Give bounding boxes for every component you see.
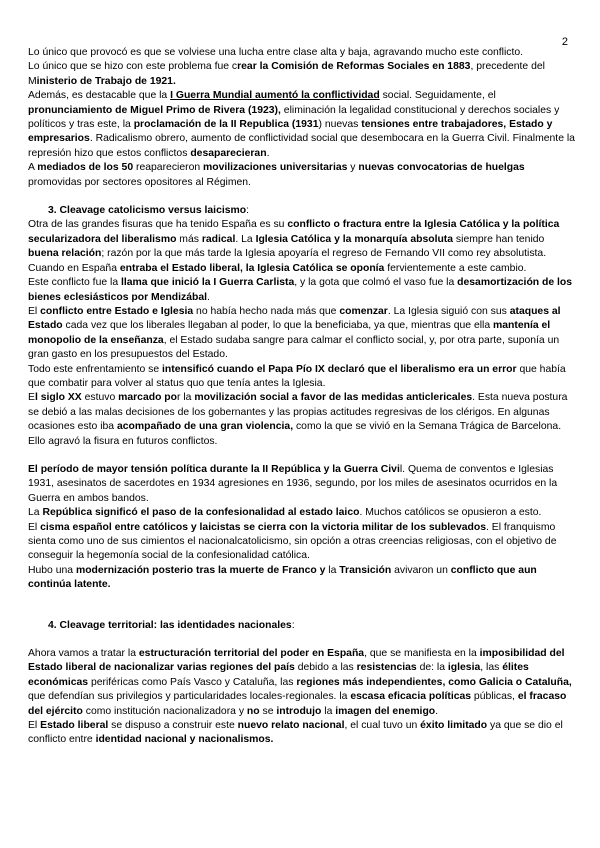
text-run: . — [207, 291, 210, 303]
text-run: fervientemente a este cambio. — [384, 262, 527, 274]
text-run: Además, es destacable que la — [28, 90, 171, 102]
text-run: Hubo una — [28, 564, 76, 576]
bold-run: identidad nacional y nacionalismos. — [95, 734, 274, 746]
text-run: y — [347, 162, 359, 174]
bold-run: pronunciamiento de Miguel Primo de Rivera (1923), — [28, 104, 281, 116]
section-heading-text: 4. Cleavage territorial: las identidades nacionales — [48, 619, 292, 631]
text-run: , las — [480, 662, 503, 674]
paragraph — [28, 647, 576, 719]
section-heading-text: 3. Cleavage catolicismo versus laicismo — [48, 205, 247, 217]
text-run: . Muchos católicos se opusieron a esto. — [359, 507, 542, 519]
text-run: que había que combatir para volver al status quo que tenía antes la Iglesia. — [28, 363, 566, 389]
bold-underlined-run: I Guerra Mundial aumentó la conflictividad — [170, 90, 380, 102]
section-heading — [28, 204, 576, 218]
text-run: A — [28, 162, 38, 174]
intro-block — [28, 46, 576, 190]
bold-run: mantenía el monopolio de la enseñanza — [28, 320, 551, 346]
bold-run: iglesia — [447, 662, 481, 674]
text-run: eliminación la legalidad constitucional y derechos sociales y políticos y tras este, la — [28, 104, 560, 131]
text-run: de: la — [416, 662, 448, 674]
text-run: , el Estado sudaba sangre para calmar el conflicto social, y, por otra parte, suponía un gran gasto en los presupuestos del Estado. — [28, 334, 560, 361]
bold-run: cisma español entre católicos y laicistas se cierra con la victoria militar de los sublevados — [40, 521, 486, 533]
bold-run: l siglo XX — [34, 392, 82, 404]
paragraph — [28, 719, 576, 748]
text-run: . — [266, 147, 270, 159]
text-run: como institución nacionalizadora y — [82, 705, 247, 717]
bold-run: inisterio de Trabajo de 1921. — [36, 75, 176, 87]
text-run: se — [259, 705, 277, 717]
text-run: ) nuevas — [318, 119, 362, 131]
text-run: promovidas por sectores opositores al Régimen. — [28, 176, 251, 188]
document-body — [28, 46, 576, 748]
paragraph — [28, 218, 576, 276]
bold-run: conflicto o fractura entre la Iglesia Católica y la política secularizadora del liberalismo — [28, 219, 560, 245]
text-run: como la que se vivió en la Semana Trágica de Barcelona. Ello agravó la fisura en futuros conflictos. — [28, 421, 562, 447]
text-run: periféricas como País Vasco y Cataluña, las — [88, 676, 297, 688]
text-run: . Esta nueva postura se debió a las malas decisiones de los gobernantes y las propias actitudes regresivas de los clérigos. En algunas ocasiones esto iba — [28, 392, 568, 433]
paragraph — [28, 60, 576, 89]
paragraph — [28, 305, 576, 363]
bold-run: Iglesia Católica y la monarquía absoluta — [255, 233, 454, 245]
text-run: Lo único que provocó es que se volviese una lucha entre clase alta y baja, agravando mucho este conflicto. — [28, 47, 524, 58]
paragraph — [28, 564, 576, 593]
bold-run: Transición — [339, 564, 392, 576]
paragraph — [28, 506, 576, 520]
text-run: cada vez que los liberales llegaban al poder, lo que la beneficiaba, ya que, mientras que ella — [62, 320, 493, 332]
text-run: la — [321, 705, 336, 717]
paragraph — [28, 276, 576, 305]
text-run: , el cual tuvo un — [344, 720, 421, 732]
section-4 — [28, 619, 576, 748]
text-run: El — [28, 305, 41, 317]
bold-run: no — [246, 705, 260, 717]
section-3-continued — [28, 463, 576, 593]
text-run: Este conflicto fue la — [28, 277, 121, 289]
bold-run: desamortización de los bienes eclesiásticos por Mendizábal — [28, 277, 573, 303]
bold-run: introdujo — [276, 705, 322, 717]
bold-run: modernización posterio tras la muerte de Franco y — [75, 564, 326, 576]
bold-run: regiones más independientes, como Galicia o Cataluña, — [296, 676, 572, 688]
bold-run: buena relación — [28, 248, 102, 260]
bold-run: resistencias — [356, 662, 417, 674]
bold-run: rear la Comisión de Reformas Sociales en 1883 — [237, 61, 471, 73]
bold-run: nuevas convocatorias de huelgas — [358, 162, 525, 174]
text-run: . Radicalismo obrero, aumento de conflictividad social que desembocara en la Guerra Civil. Finalmente la represión hizo que estos conflictos — [28, 133, 575, 159]
text-run: ya que se dio el conflicto entre — [28, 720, 563, 746]
paragraph — [28, 161, 576, 190]
bold-run: marcado po — [118, 392, 178, 404]
paragraph — [28, 391, 576, 449]
text-run: Ahora vamos a tratar la — [28, 648, 139, 660]
bold-run: El período de mayor tensión política durante la II República y la Guerra Civi — [28, 463, 400, 475]
text-run: La — [28, 507, 43, 519]
bold-run: radical — [201, 233, 236, 245]
text-run: siempre han tenido — [453, 233, 545, 245]
text-run: , que se manifiesta en la — [364, 648, 480, 660]
bold-run: República significó el paso de la confesionalidad al estado laico — [42, 507, 360, 519]
text-run: . — [435, 705, 439, 717]
text-run: social. Seguidamente, el — [379, 90, 496, 102]
bold-run: tensiones entre trabajadores, Estado y empresarios — [28, 119, 553, 145]
paragraph — [28, 89, 576, 161]
text-run: , y la gota que colmó el vaso fue la — [294, 277, 458, 289]
text-run: El — [28, 521, 41, 533]
bold-run: intensificó cuando el Papa Pío IX declaró que el liberalismo era un error — [162, 363, 517, 375]
section-heading — [28, 619, 576, 633]
text-run: avivaron un — [391, 564, 451, 576]
text-run: Otra de las grandes fisuras que ha tenido España es su — [28, 219, 288, 231]
bold-run: llama que inició la I Guerra Carlista — [121, 277, 295, 289]
bold-run: imposibilidad del Estado liberal de nacionalizar varias regiones del país — [28, 648, 565, 674]
text-run: debido a las — [294, 662, 357, 674]
bold-run: comenzar — [339, 305, 388, 317]
text-run: E — [28, 392, 35, 404]
bold-run: acompañado de una gran violencia, — [116, 421, 294, 433]
text-run: . La — [235, 233, 256, 245]
text-run: El — [28, 720, 41, 732]
bold-run: mediados de los 50 — [37, 162, 134, 174]
bold-run: el fracaso del ejército — [28, 691, 567, 717]
bold-run: movilizaciones universitarias — [203, 162, 348, 174]
text-run: r la — [177, 392, 195, 404]
text-run: l. Quema de conventos e Iglesias 1931, asesinatos de sacerdotes en 1934 agresiones en 1936, segundo, por los miles de asesinatos ocurridos en la Guerra en ambos bandos. — [28, 463, 558, 504]
text-run: se dispuso a construir este — [108, 720, 238, 732]
text-run: ; razón por la que más tarde la Iglesia apoyaría el regreso de Fernando VII como rey absolutista. Cuando en España — [28, 248, 547, 274]
bold-run: proclamación de la II Republica (1931 — [133, 119, 319, 131]
text-run: . El franquismo sienta como uno de sus cimientos el nacionalcatolicismo, sin opción a otras creencias religiosas, con el objetivo de conseguir la hegemonía social de la confesionalidad católica. — [28, 521, 557, 562]
paragraph — [28, 521, 576, 564]
bold-run: conflicto que aun continúa latente. — [28, 564, 537, 591]
bold-run: estructuración territorial del poder en España — [138, 648, 365, 660]
bold-run: movilización social a favor de las medidas anticlericales — [194, 392, 473, 404]
bold-run: élites económicas — [28, 662, 529, 688]
page-number: 2 — [561, 36, 568, 48]
bold-run: nuevo relato nacional — [237, 720, 345, 732]
text-run: que defendían sus privilegios y particularidades locales-regionales. la — [28, 691, 351, 703]
bold-run: ataques al Estado — [28, 305, 561, 332]
bold-run: entraba el Estado liberal, la Iglesia Católica se oponía — [119, 262, 385, 274]
paragraph — [28, 363, 576, 392]
text-run: estuvo — [81, 392, 119, 404]
section-heading-suffix: : — [246, 205, 249, 217]
bold-run: escasa eficacia políticas — [350, 691, 472, 703]
paragraph — [28, 46, 576, 60]
bold-run: desaparecieran — [190, 147, 267, 159]
bold-run: imagen del enemigo — [335, 705, 436, 717]
text-run: no había hecho nada más que — [193, 305, 340, 317]
bold-run: éxito limitado — [420, 720, 488, 732]
text-run: la — [325, 564, 340, 576]
text-run: . La Iglesia siguió con sus — [387, 305, 510, 317]
section-heading-suffix: : — [291, 619, 295, 631]
text-run: , precedente del M — [28, 61, 545, 87]
bold-run: Estado liberal — [40, 720, 109, 732]
text-run: Lo único que se hizo con este problema fue c — [28, 61, 238, 73]
section-3 — [28, 204, 576, 449]
text-run: reaparecieron — [133, 162, 204, 174]
paragraph — [28, 463, 576, 506]
text-run: Todo este enfrentamiento se — [28, 363, 163, 375]
text-run: más — [176, 233, 202, 245]
text-run: públicas, — [471, 691, 518, 703]
bold-run: conflicto entre Estado e Iglesia — [40, 305, 194, 317]
